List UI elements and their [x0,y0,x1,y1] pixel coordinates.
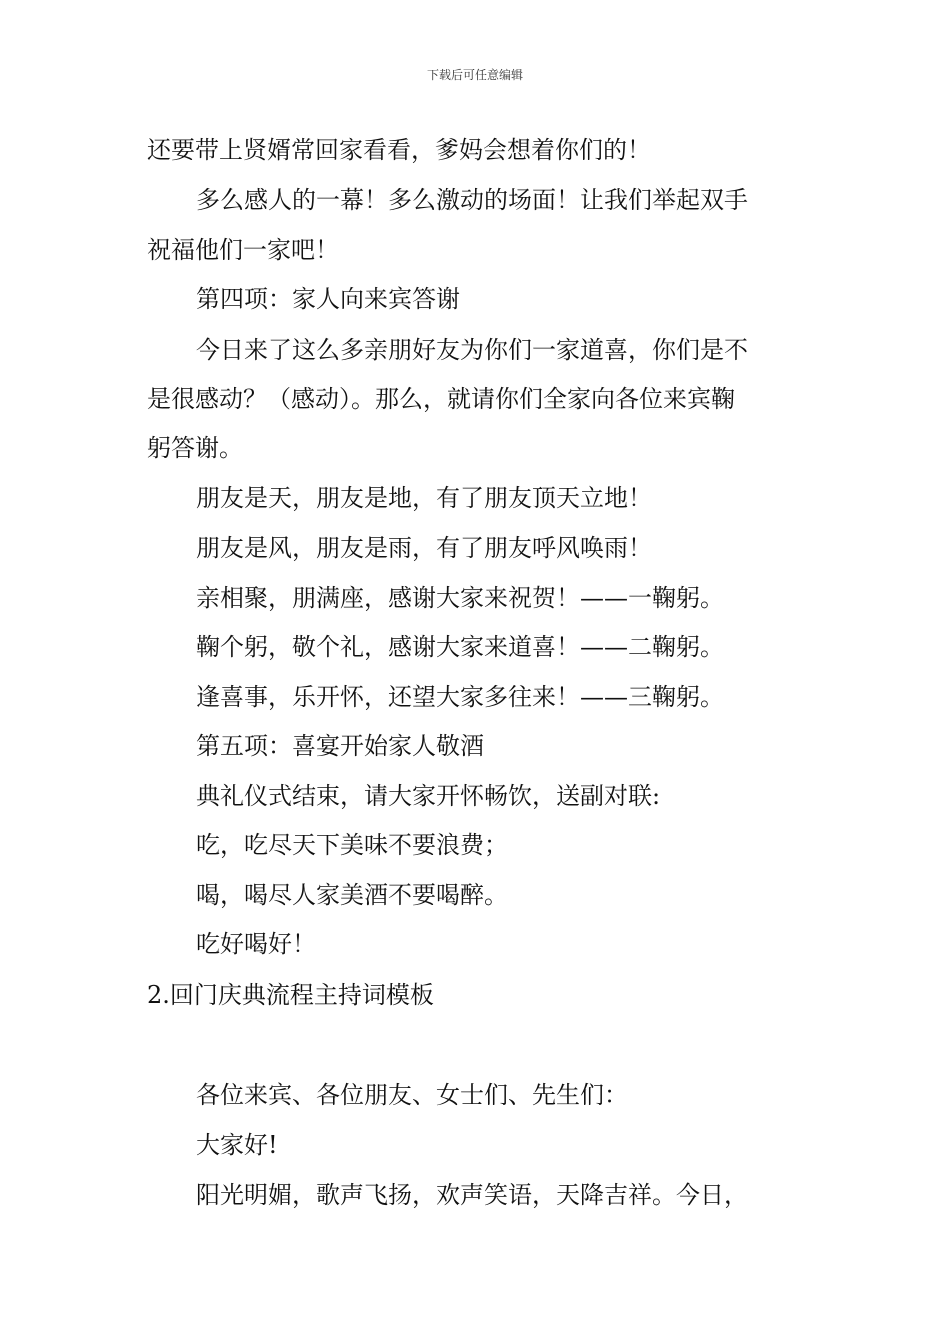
body-line: 朋友是风，朋友是雨，有了朋友呼风唤雨！ [196,534,652,562]
body-line: 亲相聚，朋满座，感谢大家来祝贺！——一鞠躬。 [196,584,724,612]
body-line: 今日来了这么多亲朋好友为你们一家道喜，你们是不 [196,336,748,364]
body-line: 吃，吃尽天下美味不要浪费； [196,831,508,859]
page-header: 下载后可任意编辑 [426,68,523,82]
body-line: 喝，喝尽人家美酒不要喝醉。 [196,881,508,909]
body-line: 祝福他们一家吧！ [147,236,339,264]
body-line: 朋友是天，朋友是地，有了朋友顶天立地！ [196,484,652,512]
section-heading: 第四项：家人向来宾答谢 [196,285,460,313]
body-line: 躬答谢。 [147,434,243,462]
body-line: 逢喜事，乐开怀，还望大家多往来！——三鞠躬。 [196,683,724,711]
body-line: 鞠个躬，敬个礼，感谢大家来道喜！——二鞠躬。 [196,633,724,661]
body-line: 大家好! [196,1131,278,1159]
section-title: 2.回门庆典流程主持词模板 [147,981,434,1009]
body-line: 典礼仪式结束，请大家开怀畅饮，送副对联: [196,782,661,810]
body-line: 阳光明媚，歌声飞扬，欢声笑语，天降吉祥。今日， [196,1181,748,1209]
body-line: 是很感动？（感动）。那么，就请你们全家向各位来宾鞠 [147,385,735,413]
body-line: 吃好喝好！ [196,930,316,958]
body-line: 各位来宾、各位朋友、女士们、先生们： [196,1081,628,1109]
section-heading: 第五项：喜宴开始家人敬酒 [196,732,484,760]
body-line: 多么感人的一幕！多么激动的场面！让我们举起双手 [196,186,748,214]
body-line: 还要带上贤婿常回家看看，爹妈会想着你们的！ [147,136,651,164]
